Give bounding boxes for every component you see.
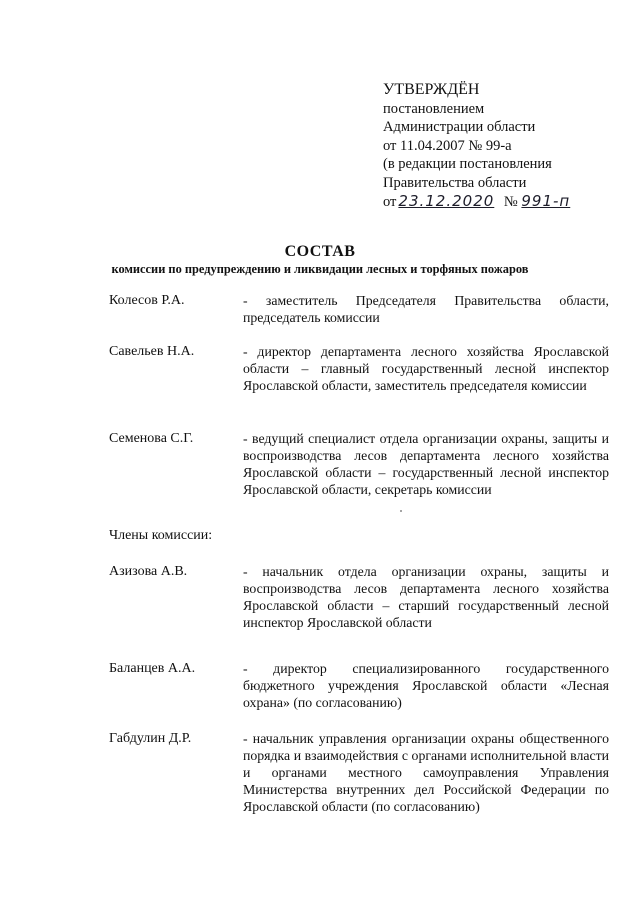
approval-line: Правительства области bbox=[383, 174, 527, 191]
member-name: Баланцев А.А. bbox=[109, 661, 196, 676]
approval-line: постановлением bbox=[383, 101, 485, 117]
member-name: Семенова С.Г. bbox=[109, 431, 194, 446]
member-role: - заместитель Председателя Правительства области, председатель комиссии bbox=[243, 293, 609, 325]
handwritten-number: 991-п bbox=[521, 192, 571, 211]
approval-heading: УТВЕРЖДЁН bbox=[383, 81, 480, 98]
member-role: - начальник управления организации охраны общественного порядка и взаимодействия с органами исполнительной власти и органами местного самоуправления Управления Министерства внутренних дел Российской Федерации по Ярославской области (по согласованию) bbox=[243, 731, 609, 814]
approval-line: Администрации области bbox=[383, 119, 536, 136]
handwritten-date: 23.12.2020 bbox=[398, 192, 495, 211]
document-title: СОСТАВ bbox=[284, 243, 356, 260]
member-name: Азизова А.В. bbox=[109, 564, 188, 579]
approval-stamp-block bbox=[383, 80, 570, 211]
approval-line: (в редакции постановления bbox=[383, 156, 552, 173]
member-role: - ведущий специалист отдела организации охраны, защиты и воспроизводства лесов департамента лесного хозяйства Ярославской области – государственный лесной инспектор Ярославской области, секретарь комиссии bbox=[243, 431, 609, 497]
member-role: - директор департамента лесного хозяйства Ярославской области – главный государственный лесной инспектор Ярославской области, заместитель председателя комиссии bbox=[243, 344, 609, 393]
date-prefix: от bbox=[383, 194, 397, 211]
number-prefix: № bbox=[503, 194, 518, 211]
member-name: Габдулин Д.Р. bbox=[109, 731, 192, 746]
approval-date-line bbox=[383, 192, 570, 211]
members-label: Члены комиссии: bbox=[109, 528, 213, 543]
member-name: Колесов Р.А. bbox=[109, 293, 185, 308]
scan-speck bbox=[400, 510, 402, 512]
member-name: Савельев Н.А. bbox=[109, 344, 195, 359]
member-role: - директор специализированного государственного бюджетного учреждения Ярославской области «Лесная охрана» (по согласованию) bbox=[243, 661, 609, 710]
member-role: - начальник отдела организации охраны, защиты и воспроизводства лесов департамента лесного хозяйства Ярославской области – старший государственный лесной инспектор Ярославской области bbox=[243, 564, 609, 630]
approval-line: от 11.04.2007 № 99-а bbox=[383, 137, 512, 154]
document-subtitle: комиссии по предупреждению и ликвидации лесных и торфяных пожаров bbox=[111, 262, 529, 276]
